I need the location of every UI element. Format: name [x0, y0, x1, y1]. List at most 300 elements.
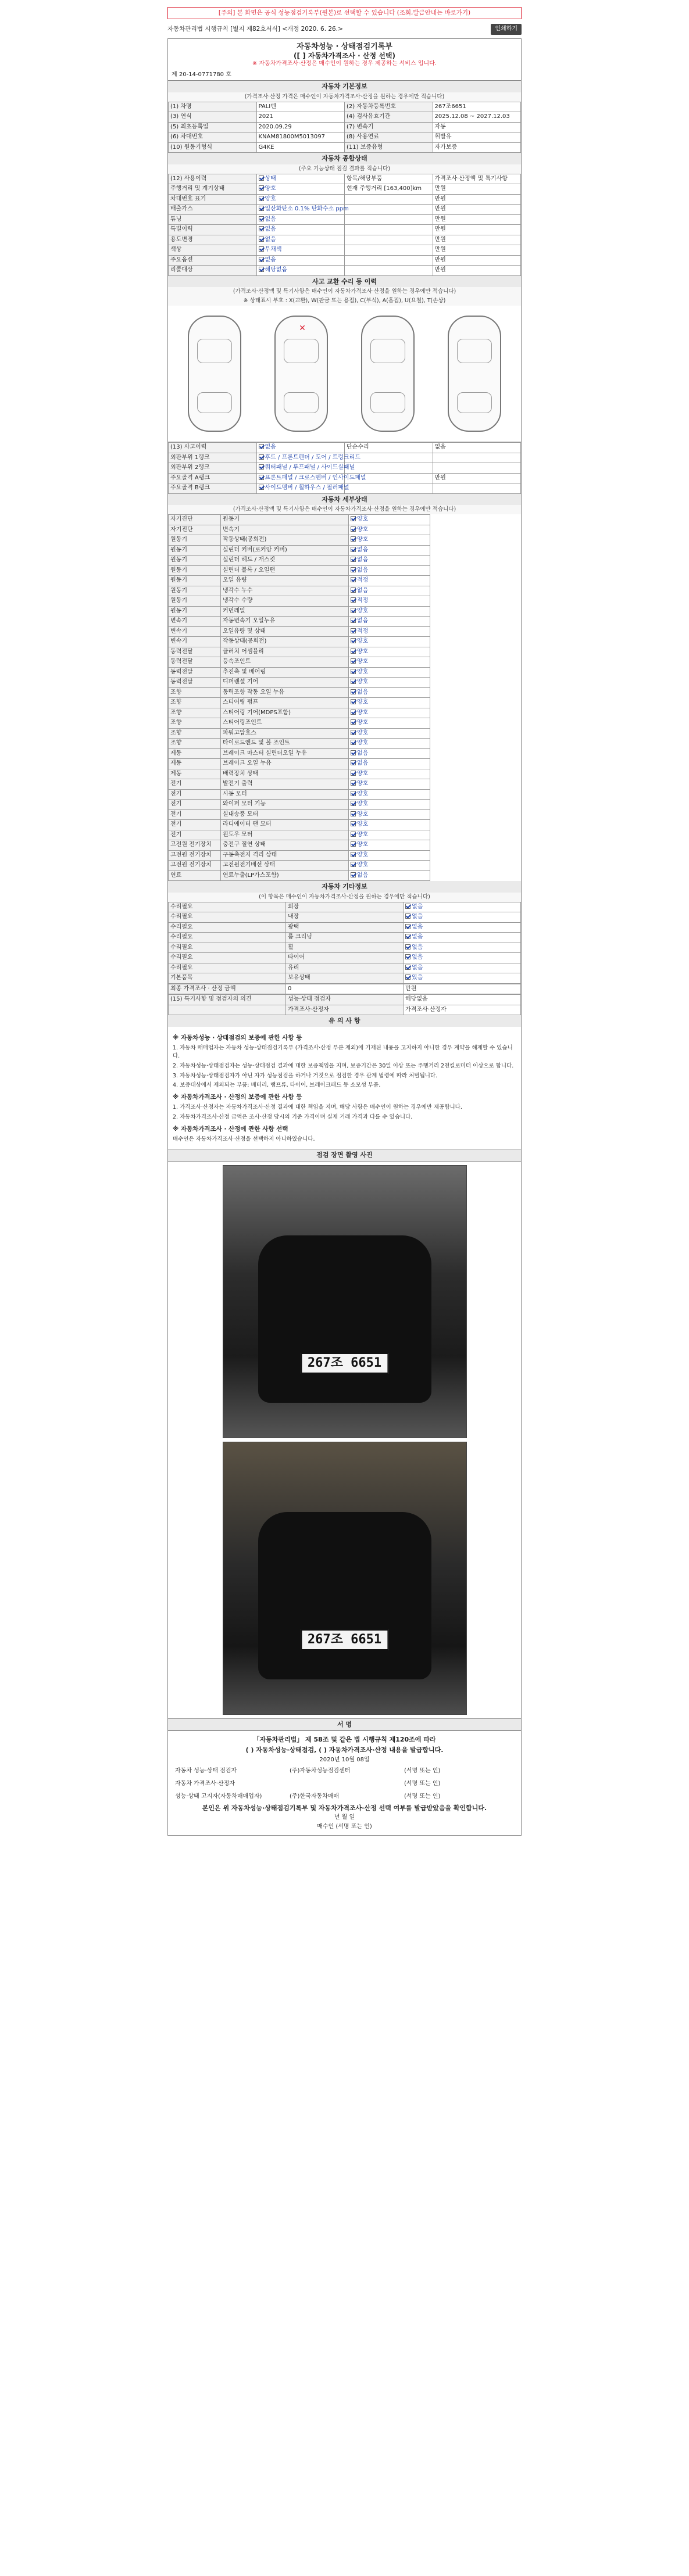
car-top-view-icon — [188, 316, 241, 432]
table-row — [169, 840, 521, 851]
table-cell: (10) 원동기형식 — [169, 142, 257, 153]
sign-date: 2020년 10월 08일 — [319, 1756, 370, 1763]
table-row — [169, 789, 521, 800]
checkbox-icon — [259, 257, 264, 262]
checkbox-icon — [351, 608, 356, 613]
table-cell: 조향 — [169, 728, 221, 739]
checkbox-icon — [405, 934, 410, 939]
table-cell: 없음 — [349, 687, 430, 698]
table-cell: (8) 사용연료 — [345, 132, 433, 143]
table-cell: 없음 — [404, 963, 521, 973]
table-cell: 조향 — [169, 698, 221, 708]
table-cell — [345, 266, 433, 276]
table-cell: 양호 — [349, 861, 430, 871]
table-cell: 스티어링 기어(MDPS포함) — [221, 708, 349, 718]
table-cell: 변속기 — [169, 626, 221, 637]
table-row — [169, 728, 521, 739]
table-cell: 없음 — [404, 953, 521, 963]
table-cell: 실내송풍 모터 — [221, 809, 349, 820]
table-row — [169, 205, 521, 215]
table-cell: 없음 — [256, 443, 345, 453]
other-header: 자동차 기타정보 — [168, 881, 521, 893]
table-cell: 쿼터패널 / 루프패널 / 사이드실패널 — [256, 463, 345, 474]
table-cell: (2) 자동차등록번호 — [345, 102, 433, 112]
table-row — [169, 576, 521, 586]
table-cell: 외판부위 2랭크 — [169, 463, 257, 474]
checkbox-icon — [351, 669, 356, 674]
table-cell: 자기진단 — [169, 515, 221, 525]
checkbox-icon — [405, 954, 410, 959]
agree-heading: ※ 자동차가격조사 · 산정에 관한 사항 선택 — [173, 1125, 288, 1133]
caution-text — [168, 1027, 521, 1149]
table-row — [169, 739, 521, 749]
table-row — [169, 922, 521, 933]
table-row — [169, 943, 521, 953]
table-cell: 제동 — [169, 748, 221, 759]
table-cell: 자가보증 — [433, 142, 521, 153]
table-cell: 양호 — [349, 657, 430, 668]
table-cell: 디퍼렌셜 기어 — [221, 678, 349, 688]
table-row — [169, 1005, 521, 1015]
title-line-2: ([ ] 자동차가격조사 · 산정 선택) — [294, 51, 395, 60]
table-cell: 양호 — [349, 515, 430, 525]
table-cell: 원동기 — [169, 606, 221, 617]
table-cell: 양호 — [349, 789, 430, 800]
checkbox-icon — [351, 567, 356, 572]
checkbox-icon — [351, 628, 356, 633]
table-row — [169, 142, 521, 153]
table-row — [169, 565, 521, 576]
table-cell: 2021 — [256, 112, 345, 123]
table-cell: 원동기 — [169, 556, 221, 566]
table-cell: 가격조사·산정자 — [286, 1005, 404, 1015]
checkbox-icon — [351, 862, 356, 867]
table-cell: G4KE — [256, 142, 345, 153]
table-cell: (서명 또는 인) — [404, 1767, 441, 1774]
table-cell: 원동기 — [169, 535, 221, 546]
table-cell: (서명 또는 인) — [404, 1780, 441, 1787]
table-cell: 없음 — [349, 748, 430, 759]
table-row — [173, 1765, 516, 1778]
table-cell: 연료 — [169, 870, 221, 881]
accident-sub: (가격조사·산정액 및 특기사항은 매수인이 자동차가격조사·산정을 원하는 경우에만 적습니다) — [168, 287, 521, 296]
receipt-text: 본인은 위 자동차성능·상태점검기록부 및 자동차가격조사·산정 선택 여부를 발급받았음을 확인합니다. — [202, 1804, 487, 1812]
table-cell: 광택 — [286, 922, 404, 933]
table-cell: 없음 — [349, 565, 430, 576]
table-cell: 수리필요 — [169, 902, 286, 912]
checkbox-icon — [351, 740, 356, 745]
table-cell: 만원 — [433, 194, 521, 205]
table-cell: 휘발유 — [433, 132, 521, 143]
table-cell: 만원 — [433, 235, 521, 245]
table-cell: 없음 — [349, 556, 430, 566]
table-cell: 양호 — [349, 850, 430, 861]
table-cell: (주)자동차성능점검센터 — [290, 1767, 351, 1774]
basic-table — [168, 102, 521, 153]
table-cell: 냉각수 누수 — [221, 586, 349, 596]
table-cell: 오일 유량 — [221, 576, 349, 586]
table-row — [169, 769, 521, 779]
table-cell: 윈도우 모터 — [221, 830, 349, 840]
car-under-view-icon — [448, 316, 501, 432]
table-cell: 양호 — [349, 830, 430, 840]
table-cell: 단순수리 — [345, 443, 433, 453]
caution-heading-1: ※ 자동차성능 · 상태점검의 보증에 관한 사항 등 — [173, 1034, 302, 1042]
checkbox-icon — [351, 750, 356, 755]
table-cell: 만원 — [433, 225, 521, 235]
table-row — [169, 596, 521, 607]
table-row — [169, 483, 521, 494]
table-cell: 없음 — [349, 586, 430, 596]
checkbox-icon — [351, 557, 356, 562]
table-cell: 동력조향 작동 오일 누유 — [221, 687, 349, 698]
table-cell: 양호 — [349, 718, 430, 729]
other-table — [168, 902, 521, 984]
status-table — [168, 174, 521, 276]
table-cell: 무채색 — [256, 245, 345, 256]
table-cell: 주요옵션 — [169, 255, 257, 266]
table-row — [169, 626, 521, 637]
table-cell: 용도변경 — [169, 235, 257, 245]
print-button[interactable]: 인쇄하기 — [491, 24, 522, 35]
table-cell — [345, 255, 433, 266]
table-cell: 작동상태(공회전) — [221, 637, 349, 647]
table-cell: 양호 — [256, 184, 345, 195]
table-cell: 스티어링 펌프 — [221, 698, 349, 708]
table-cell: KNAM81800M5013097 — [256, 132, 345, 143]
law-reference: 자동차관리법 시행규칙 [별지 제82호서식] <개정 2020. 6. 26.> — [167, 25, 343, 33]
sign-line-2: ( ) 자동차성능·상태점검, ( ) 자동차가격조사·산정 내용을 발급합니다. — [245, 1746, 444, 1754]
table-row — [169, 861, 521, 871]
checkbox-icon — [405, 965, 410, 970]
table-cell: 양호 — [349, 637, 430, 647]
table-cell: 원동기 — [169, 565, 221, 576]
table-row — [169, 995, 521, 1005]
table-cell: 없음 — [256, 235, 345, 245]
table-cell: 267조6651 — [433, 102, 521, 112]
table-cell: 동력전달 — [169, 657, 221, 668]
table-cell: 전기 — [169, 789, 221, 800]
table-row — [169, 245, 521, 256]
report-frame — [167, 38, 522, 1836]
table-cell: 고전원 전기장치 — [169, 861, 221, 871]
table-row — [169, 122, 521, 132]
table-cell: 연료누출(LP가스포함) — [221, 870, 349, 881]
table-cell: 변속기 — [169, 637, 221, 647]
table-cell: 만원 — [433, 255, 521, 266]
table-row — [169, 647, 521, 657]
table-cell: 실린더 커버(로커암 커버) — [221, 545, 349, 556]
table-row — [169, 515, 521, 525]
table-cell — [345, 214, 433, 225]
table-row — [169, 637, 521, 647]
status-header: 자동차 종합상태 — [168, 153, 521, 164]
table-cell: 색상 — [169, 245, 257, 256]
table-cell: 양호 — [349, 606, 430, 617]
receipt-date: 년 월 일 — [334, 1814, 355, 1821]
table-cell: 타이로드엔드 및 볼 조인트 — [221, 739, 349, 749]
table-row — [169, 174, 521, 184]
checkbox-icon — [351, 597, 356, 603]
table-cell — [345, 194, 433, 205]
table-row — [169, 667, 521, 678]
table-cell: 원동기 — [221, 515, 349, 525]
table-cell: 특별이력 — [169, 225, 257, 235]
table-cell: 해당없음 — [256, 266, 345, 276]
checkbox-icon — [351, 638, 356, 643]
table-cell: 성능·상태 고지자(자동차매매업자) — [175, 1793, 262, 1800]
table-cell: 적정 — [349, 576, 430, 586]
table-cell: 수리필요 — [169, 922, 286, 933]
table-row — [169, 779, 521, 790]
table-cell: 사이드멤버 / 휠하우스 / 필러패널 — [256, 483, 345, 494]
caution-heading-2: ※ 자동차가격조사 · 산정의 보증에 관한 사항 등 — [173, 1094, 302, 1101]
table-row — [169, 973, 521, 984]
checkbox-icon — [351, 852, 356, 857]
checkbox-icon — [405, 944, 410, 950]
table-cell: 자동차 성능·상태 점검자 — [175, 1767, 237, 1774]
table-cell: (주)한국자동차매매 — [290, 1793, 340, 1800]
table-cell: 양호 — [349, 698, 430, 708]
table-row — [169, 820, 521, 830]
checkbox-icon — [405, 924, 410, 929]
table-row — [169, 586, 521, 596]
table-cell: 원동기 — [169, 576, 221, 586]
checkbox-icon — [259, 454, 264, 460]
table-row — [169, 545, 521, 556]
table-cell: 차대번호 표기 — [169, 194, 257, 205]
table-row — [169, 112, 521, 123]
table-cell — [287, 1778, 402, 1790]
caution-paragraph: 1. 가격조사·산정자는 자동차가격조사·산정 결과에 대한 책임을 지며, 해당 사항은 매수인이 원하는 경우에만 제공합니다. — [173, 1104, 462, 1111]
table-cell: 2020.09.29 — [256, 122, 345, 132]
table-cell: (15) 특기사항 및 점검자의 의견 — [169, 995, 286, 1005]
checkbox-icon — [351, 536, 356, 542]
table-cell: 와이퍼 모터 기능 — [221, 800, 349, 810]
table-cell: 브레이크 마스터 실린더오일 누유 — [221, 748, 349, 759]
license-plate-rear: 267조 6651 — [301, 1629, 388, 1650]
table-cell: 양호 — [349, 667, 430, 678]
table-cell: 양호 — [349, 809, 430, 820]
table-cell: 없음 — [256, 255, 345, 266]
table-cell: 유리 — [286, 963, 404, 973]
inspector-table — [168, 994, 521, 1015]
table-cell: 수리필요 — [169, 943, 286, 953]
table-cell: 수리필요 — [169, 912, 286, 923]
table-cell: 원동기 — [169, 545, 221, 556]
table-cell: 전기 — [169, 779, 221, 790]
checkbox-icon — [405, 974, 410, 980]
table-row — [169, 963, 521, 973]
table-cell: 만원 — [433, 214, 521, 225]
table-cell: (12) 사용이력 — [169, 174, 257, 184]
sign-table — [173, 1765, 516, 1803]
car-body-view-icon — [274, 316, 328, 432]
table-cell: 외판부위 1랭크 — [169, 453, 257, 463]
table-row — [169, 657, 521, 668]
checkbox-icon — [351, 841, 356, 847]
other-sub: (이 항목은 매수인이 자동차가격조사·산정을 원하는 경우에만 적습니다) — [168, 893, 521, 902]
checkbox-icon — [351, 791, 356, 796]
table-row — [173, 1790, 516, 1803]
table-cell: 기본품목 — [169, 973, 286, 984]
detail-sub: (가격조사·산정액 및 특기사항은 매수인이 자동차가격조사·산정을 원하는 경우에만 적습니다) — [168, 505, 521, 514]
report-title — [168, 39, 521, 71]
accident-header: 사고 교환 수리 등 이력 — [168, 276, 521, 288]
table-cell: 양호 — [349, 728, 430, 739]
table-cell: 양호 — [349, 800, 430, 810]
table-cell: 양호 — [349, 769, 430, 779]
table-cell: 자동변속기 오일누유 — [221, 617, 349, 627]
checkbox-icon — [259, 185, 264, 191]
table-cell: (13) 사고이력 — [169, 443, 257, 453]
table-row — [169, 800, 521, 810]
table-row — [169, 184, 521, 195]
detail-table — [168, 514, 521, 881]
table-row — [169, 687, 521, 698]
table-cell: 내장 — [286, 912, 404, 923]
table-cell: 휠 — [286, 943, 404, 953]
table-row — [169, 698, 521, 708]
table-cell: 클러치 어셈블리 — [221, 647, 349, 657]
damage-mark-icon: ✕ — [299, 324, 306, 334]
title-warning: ※ 자동차가격조사·산정은 매수인이 원하는 경우 제공하는 서비스 입니다. — [252, 60, 437, 67]
table-cell: 배력장치 상태 — [221, 769, 349, 779]
table-cell: 오일유량 및 상태 — [221, 626, 349, 637]
table-cell: 실린더 블록 / 오일팬 — [221, 565, 349, 576]
table-cell: 양호 — [349, 708, 430, 718]
table-cell: 없음 — [256, 225, 345, 235]
table-cell: 리콜대상 — [169, 266, 257, 276]
table-cell: 조향 — [169, 739, 221, 749]
table-row — [169, 443, 521, 453]
table-cell: 적정 — [349, 626, 430, 637]
table-cell: 수리필요 — [169, 953, 286, 963]
table-cell — [345, 483, 433, 494]
table-cell: 제동 — [169, 769, 221, 779]
table-row — [169, 748, 521, 759]
checkbox-icon — [351, 699, 356, 704]
checkbox-icon — [259, 485, 264, 490]
table-cell: 현재 주행거리 [163,400]km — [345, 184, 433, 195]
checkbox-icon — [351, 710, 356, 715]
table-cell — [345, 225, 433, 235]
checkbox-icon — [259, 246, 264, 252]
table-cell: 자동차 가격조사·산정자 — [175, 1780, 235, 1787]
table-cell: 프론트패널 / 크로스멤버 / 인사이드패널 — [256, 473, 345, 483]
table-cell: 만원 — [433, 473, 521, 483]
table-cell: 2025.12.08 ~ 2027.12.03 — [433, 112, 521, 123]
document-number: 제 20-14-0771780 호 — [168, 70, 521, 81]
checkbox-icon — [351, 526, 356, 532]
status-sub: (주요 기능상태 점검 결과를 적습니다) — [168, 164, 521, 174]
table-row — [169, 678, 521, 688]
table-row — [169, 463, 521, 474]
table-cell: 원동기 — [169, 596, 221, 607]
table-row — [169, 525, 521, 535]
table-row — [169, 718, 521, 729]
table-cell: 발전기 출력 — [221, 779, 349, 790]
table-row — [169, 912, 521, 923]
top-bar — [167, 24, 522, 35]
table-cell: 외장 — [286, 902, 404, 912]
checkbox-icon — [259, 196, 264, 201]
table-cell: 없음 — [404, 922, 521, 933]
table-cell: 전기 — [169, 820, 221, 830]
table-cell — [345, 205, 433, 215]
table-cell: 만원 — [433, 266, 521, 276]
final-price-value: 0 — [286, 984, 404, 994]
table-cell: 양호 — [349, 840, 430, 851]
vehicle-front-icon — [258, 1235, 431, 1403]
table-cell: 해당없음 — [404, 995, 521, 1005]
table-cell: (6) 차대번호 — [169, 132, 257, 143]
table-cell: 양호 — [349, 678, 430, 688]
table-cell: 동력전달 — [169, 647, 221, 657]
table-cell: 주행거리 및 계기상태 — [169, 184, 257, 195]
table-cell: 자기진단 — [169, 525, 221, 535]
accident-legend: ※ 상태표시 부호 : X(교환), W(판금 또는 용접), C(부식), A(흠집), U(요철), T(손상) — [168, 296, 521, 306]
checkbox-icon — [259, 444, 264, 449]
basic-header: 자동차 기본정보 — [168, 81, 521, 92]
table-cell: 제동 — [169, 759, 221, 769]
final-price-unit: 만원 — [404, 984, 521, 994]
table-cell: 양호 — [349, 535, 430, 546]
table-cell: 보유상태 — [286, 973, 404, 984]
table-row — [169, 617, 521, 627]
checkbox-icon — [351, 760, 356, 765]
checkbox-icon — [351, 679, 356, 684]
table-cell: 주요골격 A랭크 — [169, 473, 257, 483]
notice-banner[interactable]: [주의] 본 화면은 공식 성능점검기록부(원본)로 선택할 수 있습니다 (조회,발급안내는 바로가기) — [167, 7, 522, 19]
title-line-1: 자동차성능 · 상태점검기록부 — [297, 42, 392, 51]
table-cell: 룸 크리닝 — [286, 933, 404, 943]
checkbox-icon — [351, 516, 356, 521]
table-row — [169, 606, 521, 617]
car-diagram — [168, 306, 521, 442]
table-cell: 작동상태(공회전) — [221, 535, 349, 546]
table-cell — [433, 463, 521, 474]
table-cell: 없음 — [349, 545, 430, 556]
table-cell: 만원 — [433, 184, 521, 195]
table-row — [169, 870, 521, 881]
table-cell — [433, 453, 521, 463]
table-cell: 스티어링조인트 — [221, 718, 349, 729]
table-cell: 없음 — [256, 214, 345, 225]
basic-sub: (가격조사·산정 가격은 매수인이 자동차가격조사·산정을 원하는 경우에만 적습니다) — [168, 92, 521, 102]
table-cell: 적정 — [349, 596, 430, 607]
final-price-table — [168, 984, 521, 995]
table-row — [169, 535, 521, 546]
car-frame-view-icon — [361, 316, 415, 432]
checkbox-icon — [351, 618, 356, 623]
table-cell: 없음 — [404, 943, 521, 953]
table-cell: 배출가스 — [169, 205, 257, 215]
table-cell: 동력전달 — [169, 667, 221, 678]
table-cell: 일산화탄소 0.1% 탄화수소 ppm — [256, 205, 345, 215]
final-price-label: 최종 가격조사 · 산정 금액 — [169, 984, 286, 994]
table-cell: 튜닝 — [169, 214, 257, 225]
license-plate-front: 267조 6651 — [301, 1353, 388, 1374]
table-cell: 항목/해당부품 — [345, 174, 433, 184]
table-cell: 라디에이터 팬 모터 — [221, 820, 349, 830]
table-row — [169, 266, 521, 276]
table-cell: 고전원전기배선 상태 — [221, 861, 349, 871]
table-cell: (서명 또는 인) — [404, 1793, 441, 1800]
table-cell: 없음 — [349, 617, 430, 627]
table-cell: 자동 — [433, 122, 521, 132]
table-cell: 추진축 및 베어링 — [221, 667, 349, 678]
